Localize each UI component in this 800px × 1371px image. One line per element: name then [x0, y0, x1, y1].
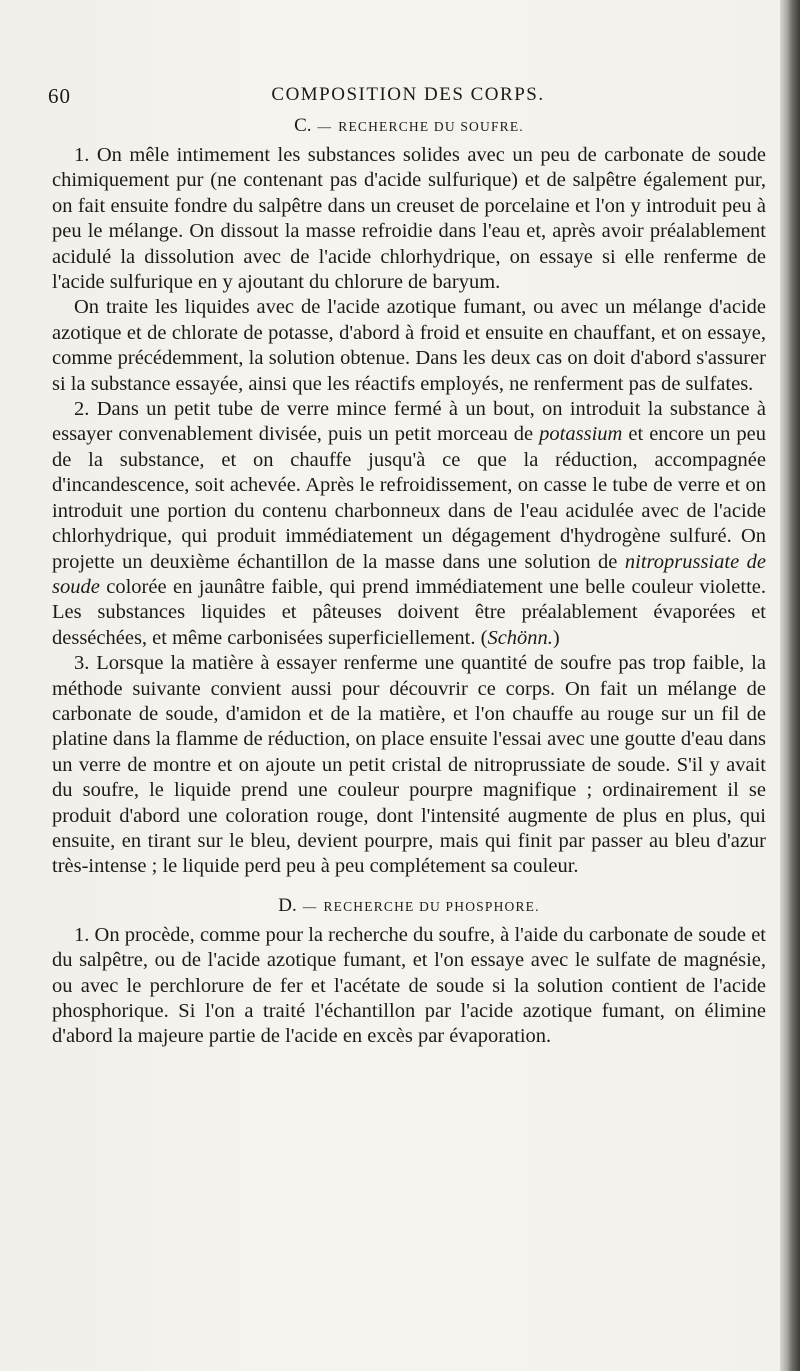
paragraph-soufre-4: 3. Lorsque la matière à essayer renferme une quantité de soufre pas trop faible, la méthode suivante convient aussi pour découvrir ce corps. On fait un mélange de carbonate de soude, d'amidon et de la matière, et l'on chauffe au rouge sur un fil de platine dans la flamme de réduction, on place ensuite l'essai avec une goutte d'eau dans un verre de montre et on ajoute un petit cristal de nitroprussiate de soude. S'il y avait du soufre, le liquide prend une couleur pourpre magnifique ; ordinairement il se produit d'abord une coloration rouge, dont l'intensité augmente de plus en plus, qui ensuite, en tirant sur le bleu, devient pourpre, mais qui finit par passer au bleu d'azur très-intense ; le liquide perd peu à peu complétement sa couleur. — [52, 652, 766, 878]
running-title: COMPOSITION DES CORPS. — [271, 84, 545, 105]
section-letter: D. — [278, 894, 297, 916]
section-title-phosphore — [52, 894, 766, 919]
page-header — [48, 84, 768, 112]
section-heading: RECHERCHE DU PHOSPHORE. — [323, 898, 540, 914]
page-binding-edge — [780, 0, 800, 1371]
section-heading: RECHERCHE DU SOUFRE. — [338, 119, 524, 134]
text-run: 2. Dans un petit tube de verre mince fermé à un bout, on introduit la substance à essayer convenablement divisée, puis un petit morceau de — [52, 398, 766, 446]
section-dash: — — [317, 119, 333, 134]
section-title-soufre — [52, 114, 766, 139]
text-run: colorée en jaunâtre faible, qui prend immédiatement une belle couleur violette. Les substances liquides et pâteuses doivent être préalablement évaporées et desséchées, et même carbonisées superficiellement. ( — [52, 575, 766, 649]
paragraph-soufre-3 — [52, 397, 766, 651]
section-dash: — — [302, 898, 318, 914]
body-text — [52, 112, 766, 1050]
italic-term-nitroprussiate: nitroprussiate de soude — [52, 550, 766, 598]
page-number: 60 — [48, 84, 71, 108]
text-run: ) — [552, 626, 560, 649]
paragraph-phosphore-1: 1. On procède, comme pour la recherche du soufre, à l'aide du carbonate de soude et du salpêtre, ou de l'acide azotique fumant, et l'on essaye avec le sulfate de magnésie, ou avec le perchlorure de fer et l'acétate de soude si la solution contient de l'acide phosphorique. Si l'on a traité l'échantillon par l'acide azotique fumant, on élimine d'abord la majeure partie de l'acide en excès par évaporation. — [52, 923, 766, 1048]
section-letter: C. — [294, 115, 312, 136]
italic-citation-schonn: Schönn. — [487, 626, 553, 649]
paragraph-soufre-1: 1. On mêle intimement les substances solides avec un peu de carbonate de soude chimiquement pur (ne contenant pas d'acide sulfurique) et de salpêtre également pur, on fait ensuite fondre du salpêtre dans un creuset de porcelaine et l'on y introduit peu à peu le mélange. On dissout la masse refroidie dans l'eau et, après avoir préalablement acidulé la dissolution avec de l'acide chlorhydrique, on essaye si elle renferme de l'acide sulfurique en y ajoutant du chlorure de baryum. — [52, 144, 766, 294]
paragraph-soufre-2: On traite les liquides avec de l'acide azotique fumant, ou avec un mélange d'acide azotique et de chlorate de potasse, d'abord à froid et ensuite en chauffant, et on essaye, comme précédemment, la solution obtenue. Dans les deux cas on doit d'abord s'assurer si la substance essayée, ainsi que les réactifs employés, ne renferment pas de sulfates. — [52, 296, 766, 395]
text-run: et encore un peu de la substance, et on chauffe jusqu'à ce que la réduction, accompagnée d'incandescence, soit achevée. Après le refroidissement, on casse le tube de verre et on introduit une portion du contenu charbonneux dans de l'eau acidulée avec de l'acide chlorhydrique, qui produit immédiatement un dégagement d'hydrogène sulfuré. On projette un deuxième échantillon de la masse dans une solution de — [52, 423, 766, 573]
italic-term-potassium: potassium — [539, 423, 623, 446]
